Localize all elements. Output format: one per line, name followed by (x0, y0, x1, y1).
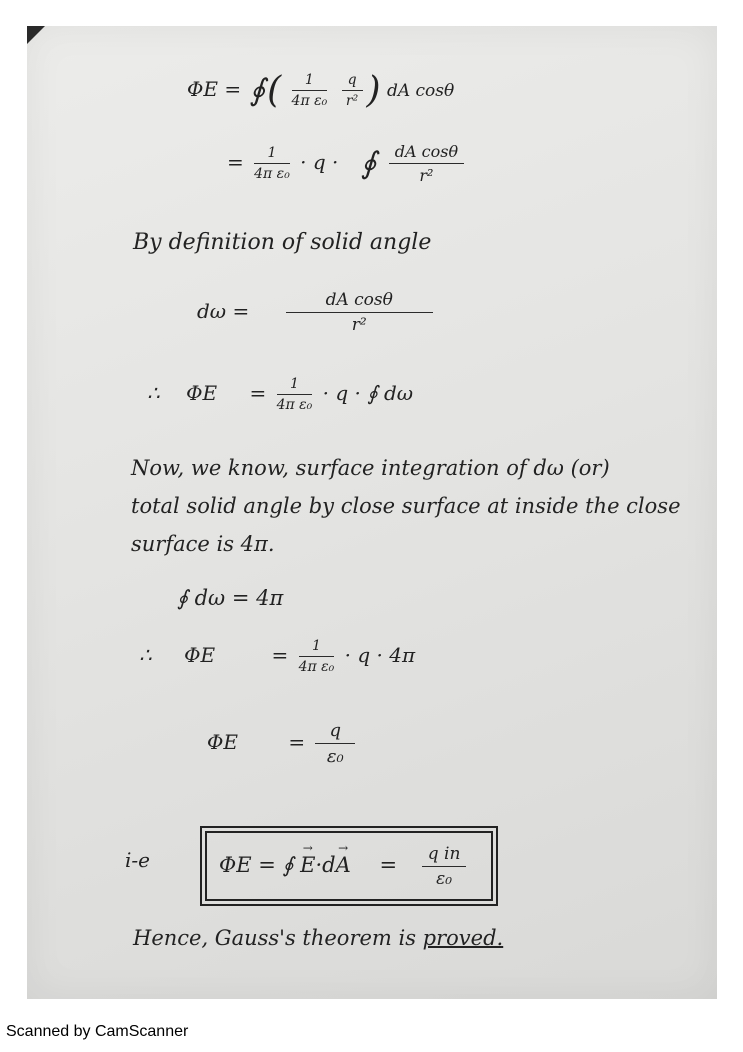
eq2-frac-2: $\frac{\text{dA cosθ}}{\text{r²}}$ (389, 142, 464, 185)
eq1-tail: dA cosθ (386, 81, 455, 101)
text-solid-angle-definition: By definition of solid angle (133, 230, 432, 255)
paragraph-line-3: surface is 4π. (131, 532, 275, 556)
conclusion-line (133, 926, 503, 950)
eq1-oint: ∮ (249, 73, 266, 108)
eq1-frac-2: $\frac{q}{\text{r²}}$ (342, 72, 363, 109)
eq2-equals: = (227, 150, 244, 174)
eq2-oint: ∮ (360, 146, 377, 181)
eq1-frac-1: $\frac{1}{\text{4π ε₀}}$ (291, 72, 328, 109)
eq7-lhs: ΦE (207, 730, 238, 754)
equation-flux-result (207, 720, 359, 767)
page-corner-fold (27, 26, 45, 44)
equation-flux-expanded (227, 142, 468, 185)
scanned-page (27, 26, 717, 999)
equation-flux-substituted (139, 638, 415, 675)
eq6-therefore: ∴ (139, 643, 152, 667)
eq6-frac: $\frac{1}{\text{4π ε₀}}$ (298, 638, 335, 675)
equation-flux-solid-angle (147, 376, 413, 413)
eq2-frac: $\frac{1}{\text{4π ε₀}}$ (254, 145, 290, 182)
eq6-lhs: ΦE (184, 643, 216, 667)
vector-a: → A (336, 853, 351, 877)
boxed-frac: $\frac{\text{q in}}{\text{ε₀}}$ (422, 844, 467, 889)
equation-solid-angle (197, 290, 437, 335)
eq3-lhs: dω = (197, 299, 250, 323)
boxed-equation (219, 844, 470, 889)
eq1-lhs: ΦE = (187, 77, 242, 101)
equation-flux-integral: ΦE = ∮( $\frac{1}{\text{4π ε₀}}$ $\frac{q}{\text{r²}}$ ) dA cosθ (187, 70, 455, 111)
eq6-equals: = (271, 643, 289, 667)
paragraph-line-2: total solid angle by close surface at inside the close (131, 494, 681, 518)
eq7-frac: $\frac{q}{\text{ε₀}}$ (315, 720, 355, 767)
ie-label: i-e (125, 848, 150, 872)
equation-total-solid-angle: ∮ dω = 4π (177, 586, 284, 610)
eq4-therefore: ∴ (147, 381, 160, 405)
eq6-tail: · q · 4π (344, 643, 416, 667)
conclusion-proved: proved. (422, 926, 504, 950)
boxed-lhs: ΦE = ∮ (219, 853, 294, 877)
eq4-lhs: ΦE (186, 381, 218, 405)
conclusion-text: Hence, Gauss's theorem is (133, 926, 423, 950)
eq4-frac: $\frac{1}{\text{4π ε₀}}$ (276, 376, 313, 413)
boxed-equals: = (379, 853, 398, 877)
eq2-mid: · q · (300, 150, 339, 174)
vector-e: → E (300, 853, 315, 877)
eq7-equals: = (288, 730, 306, 754)
scanner-watermark: Scanned by CamScanner (6, 1023, 189, 1040)
paragraph-line-1: Now, we know, surface integration of dω (or) (131, 456, 610, 480)
eq3-frac: $\frac{\text{dA cosθ}}{\text{r²}}$ (286, 290, 433, 335)
eq4-tail: · q · ∮ dω (322, 381, 414, 405)
eq4-equals: = (249, 381, 267, 405)
boxed-dot: ·d (315, 853, 336, 877)
